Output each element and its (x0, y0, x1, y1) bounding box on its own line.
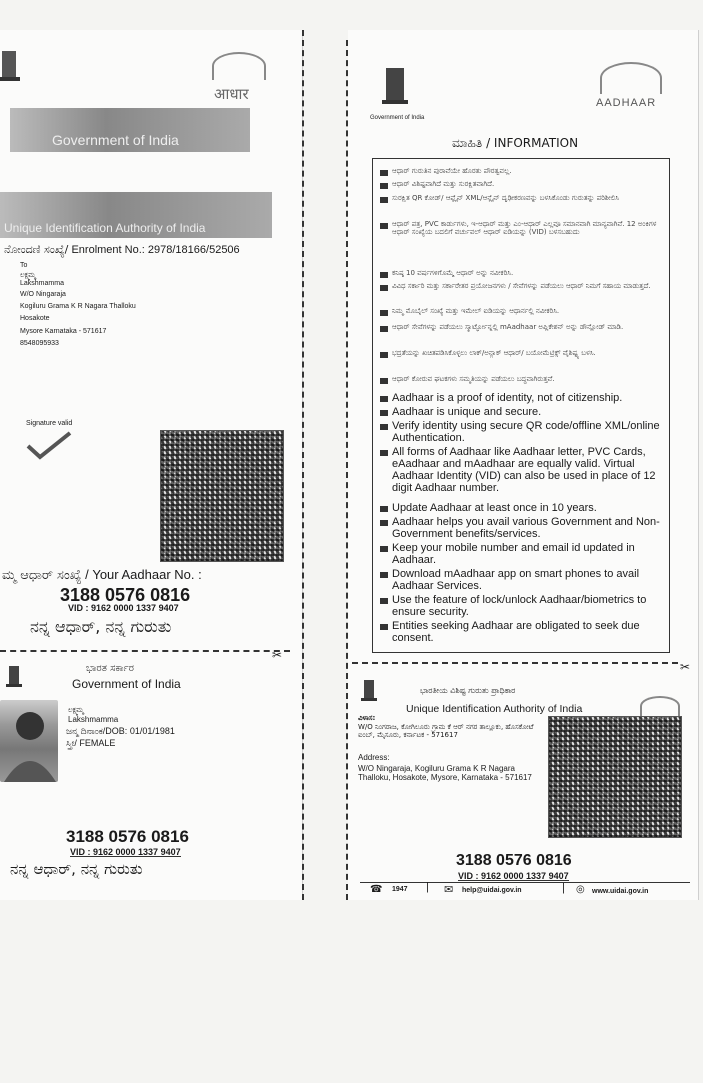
card-vid: VID : 9162 0000 1337 9407 (70, 847, 181, 857)
kn-info-9: ಭದ್ರತೆಯನ್ನು ಖಚಿತಪಡಿಸಿಕೊಳ್ಳಲು ಲಾಕ್/ಅನ್ಲಾಕ್ ಆಧಾರ್/ ಬಯೋಮೆಟ್ರಿಕ್ಸ್ ವೈಶಿಷ್ಟ್ಯ ಬಳಸಿ. (392, 349, 596, 357)
signature-label: Signature valid (26, 420, 73, 427)
recipient-name-kn: ಲಕ್ಷ್ಮಮ್ಮ (20, 271, 36, 279)
footer-sep-2: | (562, 882, 565, 894)
right-aadhaar-number: 3188 0576 0816 (456, 852, 572, 869)
bullet-icon (380, 310, 388, 316)
your-aadhaar-line (2, 567, 202, 583)
addr: W/O Ningaraja, Kogiluru Grama K R Nagara Thalloku, Hosakote, Mysore, Karnataka - 571617 (358, 764, 532, 782)
aadhaar-logo-text-2: AADHAAR (596, 97, 657, 109)
addr-kn-label: ವಿಳಾಸ: (358, 714, 376, 722)
en-info-1: Aadhaar is a proof of identity, not of citizenship. (392, 392, 623, 404)
right-vid: VID : 9162 0000 1337 9407 (458, 871, 569, 881)
address-line-2: Kogiluru Grama K R Nagara Thalloku (20, 303, 136, 310)
uidai-kn: ಭಾರತೀಯ ವಿಶಿಷ್ಟ ಗುರುತು ಪ್ರಾಧಿಕಾರ (420, 686, 516, 695)
en-info-5: Update Aadhaar at least once in 10 years. (392, 502, 597, 514)
card-tagline-kn: ನನ್ನ ಆಧಾರ್, ನನ್ನ ಗುರುತು (10, 860, 143, 878)
checkmark-icon (24, 430, 74, 460)
bullet-icon (380, 506, 388, 512)
en-info-8: Download mAadhaar app on smart phones to avail Aadhaar Services. (392, 568, 640, 592)
en-info-6: Aadhaar helps you avail various Government and Non- Government benefits/services. (392, 516, 660, 540)
bullet-icon (380, 272, 388, 278)
en-info-9: Use the feature of lock/unlock Aadhaar/biometrics to ensure security. (392, 594, 647, 618)
card-aadhaar-number: 3188 0576 0816 (66, 827, 189, 846)
vid-number: VID : 9162 0000 1337 9407 (68, 603, 179, 613)
bullet-icon (380, 546, 388, 552)
kn-info-6: ವಿವಿಧ ಸರ್ಕಾರಿ ಮತ್ತು ಸರ್ಕಾರೇತರ ಪ್ರಯೋಜನಗಳು / ಸೇವೆಗಳನ್ನು ಪಡೆಯಲು ಆಧಾರ್ ನಿಮಗೆ ಸಹಾಯ ಮಾಡುತ್ತದೆ. (392, 282, 651, 290)
kn-info-7: ನಿಮ್ಮ ಮೊಬೈಲ್ ಸಂಖ್ಯೆ ಮತ್ತು ಇಮೇಲ್ ಐಡಿಯನ್ನು ಆಧಾರ್ನಲ್ಲಿ ನವೀಕರಿಸಿ. (392, 307, 560, 315)
scissors-icon: ✂ (272, 648, 283, 662)
enrolment-line (4, 245, 240, 255)
qr-code-2 (548, 716, 682, 838)
bullet-icon (380, 183, 388, 189)
bullet-icon (380, 223, 388, 229)
bullet-icon (380, 170, 388, 176)
kn-info-2: ಆಧಾರ್ ವಿಶಿಷ್ಟವಾಗಿದೆ ಮತ್ತು ಸುರಕ್ಷಿತವಾಗಿದೆ. (392, 180, 495, 188)
emblem-caption: Government of India (370, 115, 425, 121)
aadhaar-logo-icon (212, 52, 266, 80)
emblem-icon-4 (360, 676, 378, 704)
tagline-kn: ನನ್ನ ಆಧಾರ್, ನನ್ನ ಗುರುತು (30, 617, 172, 636)
bullet-icon (380, 378, 388, 384)
bullet-icon (380, 520, 388, 526)
en-info-2: Aadhaar is unique and secure. (392, 406, 542, 418)
recipient-name: Lakshmamma (20, 280, 64, 287)
emblem-icon-2 (6, 662, 22, 690)
bullet-icon (380, 572, 388, 578)
card-photo (0, 700, 58, 782)
emblem-icon (0, 45, 20, 85)
en-info-3: Verify identity using secure QR code/offline XML/online Authentication. (392, 420, 660, 444)
kn-info-3: ಸುರಕ್ಷಿತ QR ಕೋಡ್/ ಆಫ್ಲೈನ್ XML/ಆನ್ಲೈನ್ ದೃಢೀಕರಣವನ್ನು ಬಳಸಿಕೊಂಡು ಗುರುತನ್ನು ಪರಿಶೀಲಿಸಿ (392, 194, 619, 202)
mail-icon: ✉ (444, 884, 454, 896)
bullet-icon (380, 396, 388, 402)
bullet-icon (380, 410, 388, 416)
help-email: help@uidai.gov.in (462, 887, 522, 894)
card-gov: Government of India (72, 677, 181, 691)
bullet-icon (380, 424, 388, 430)
bullet-icon (380, 285, 388, 291)
gov-band-text: Government of India (52, 132, 179, 148)
address-line-3: Hosakote (20, 315, 50, 322)
qr-code (160, 430, 284, 562)
addr-label: Address: (358, 753, 390, 762)
aadhaar-logo-text: आधार (214, 86, 249, 103)
enrolment-label: Enrolment No.: (71, 244, 145, 256)
kn-info-1: ಆಧಾರ್ ಗುರುತಿನ ಪುರಾವೆಯೇ ಹೊರತು ಪೌರತ್ವವಲ್ಲ. (392, 167, 512, 175)
address-line-4: Mysore Karnataka - 571617 (20, 328, 107, 335)
helpline-number: 1947 (392, 886, 408, 893)
emblem-icon-3 (378, 62, 412, 112)
bullet-icon (380, 352, 388, 358)
en-info-4: All forms of Aadhaar like Aadhaar letter, PVC Cards, eAadhaar and mAadhaar are equally valid. Virtual Aadhaar Identity (VID) can also be used in place of 12 digit Aadhaar number. (392, 446, 656, 494)
enrolment-number: 2978/18166/52506 (147, 244, 240, 256)
kn-info-10: ಆಧಾರ್ ಕೋರುವ ಘಟಕಗಳು ಸಮ್ಮತಿಯನ್ನು ಪಡೆಯಲು ಬದ್ಧವಾಗಿರುತ್ತವೆ. (392, 375, 555, 383)
your-aadhaar-label: / Your Aadhaar No. : (85, 567, 202, 582)
card-gov-kn: ಭಾರತ ಸರ್ಕಾರ (86, 663, 134, 674)
card-dob: ಜನ್ಮ ದಿನಾಂಕ/DOB: 01/01/1981 (66, 726, 175, 736)
card-name-kn: ಲಕ್ಷ್ಮಮ್ಮ (68, 706, 84, 714)
bullet-icon (380, 197, 388, 203)
aadhaar-logo-icon-2 (600, 62, 662, 94)
left-fold-line (302, 30, 304, 900)
bullet-icon (380, 450, 388, 456)
card-gender: ಸ್ತ್ರೀ/ FEMALE (66, 738, 116, 748)
website: www.uidai.gov.in (592, 888, 649, 895)
uidai-label: Unique Identification Authority of India (406, 703, 583, 715)
en-info-7: Keep your mobile number and email id updated in Aadhaar. (392, 542, 635, 566)
phone-icon: ☎ (370, 884, 383, 895)
your-aadhaar-kn: ಮ್ಮ ಆಧಾರ್ ಸಂಖ್ಯೆ (2, 568, 82, 583)
address-line-1: W/O Ningaraja (20, 291, 66, 298)
addr-kn: W/O ನಿಂಗರಾಜ, ಕೋಗಿಲೂರು ಗ್ರಾಮ ಕೆ ಆರ್ ನಗರ ತಾಲ್ಲೂಕು, ಹೊಸಕೋಟೆ ಐಂಬ್, ಮೈಸೂರು, ಕರ್ನಾಟಕ - 571617 (358, 723, 534, 739)
bullet-icon (380, 598, 388, 604)
card-name: Lakshmamma (68, 715, 119, 724)
bullet-icon (380, 326, 388, 332)
kn-info-8: ಆಧಾರ್ ಸೇವೆಗಳನ್ನು ಪಡೆಯಲು ಸ್ಮಾರ್ಟ್ಫೋನ್ನಲ್ಲಿ mAadhaar ಅಪ್ಲಿಕೇಶನ್ ಅನ್ನು ಡೌನ್ಲೋಡ್ ಮಾಡಿ. (392, 323, 624, 331)
globe-icon: ◎ (576, 884, 585, 895)
right-fold-line (346, 40, 348, 900)
scissors-icon-2: ✂ (680, 660, 691, 674)
aadhaar-logo-icon-3 (640, 696, 680, 716)
aadhaar-number: 3188 0576 0816 (60, 585, 191, 605)
uidai-band-text: Unique Identification Authority of India (4, 221, 206, 235)
enrolment-kn: ನೋಂದಣಿ ಸಂಖ್ಯೆ/ (4, 243, 69, 256)
info-title: ಮಾಹಿತಿ / INFORMATION (452, 136, 579, 150)
to-label: To (20, 262, 28, 269)
right-cut-line (352, 662, 678, 664)
bullet-icon (380, 624, 388, 630)
kn-info-5: ಕನಿಷ್ಠ 10 ವರ್ಷಗಳಿಗೊಮ್ಮೆ ಆಧಾರ್ ಅನ್ನು ನವೀಕರಿಸಿ. (392, 269, 514, 277)
left-cut-line (0, 650, 290, 652)
en-info-10: Entities seeking Aadhaar are obligated to seek due consent. (392, 620, 640, 644)
footer-sep: | (426, 881, 429, 893)
kn-info-4: ಆಧಾರ್ ಪತ್ರ, PVC ಕಾರ್ಡುಗಳು, ಇ-ಆಧಾರ್ ಮತ್ತು ಎಂ-ಆಧಾರ್ ಎಲ್ಲವೂ ಸಮಾನವಾಗಿ ಮಾನ್ಯವಾಗಿವೆ. 12 ಅಂಕಿಗಳ ಆಧಾರ್ ಸಂಖ್ಯೆಯ ಬದಲಿಗೆ ವರ್ಚುವಲ್ ಆಧಾರ್ ಐಡಿಯನ್ನು (VID) ಬಳಸಬಹುದು (392, 220, 657, 236)
phone-number: 8548095933 (20, 340, 59, 347)
